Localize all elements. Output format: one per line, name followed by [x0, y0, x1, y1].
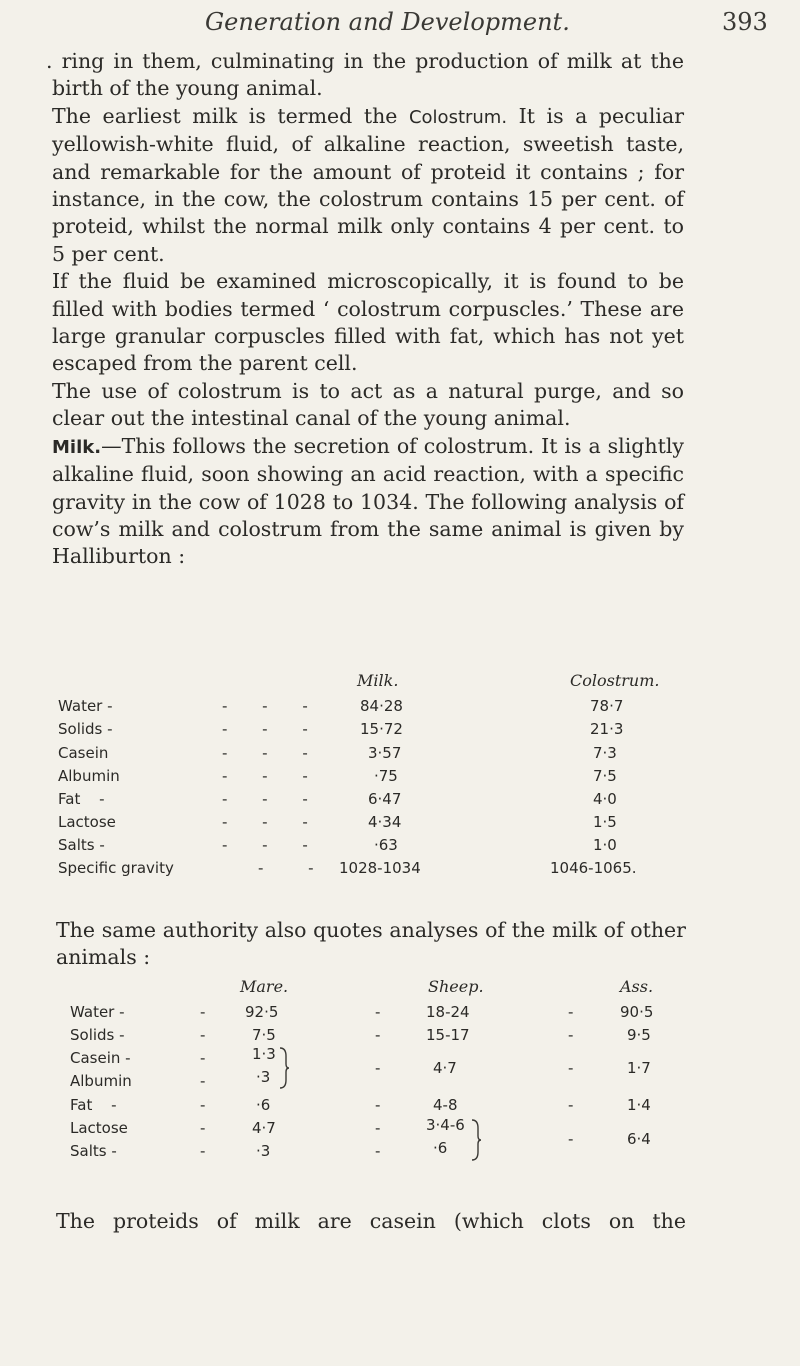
table2-cell-mare: 1·3 [252, 1045, 276, 1063]
paragraph-microscopy: If the fluid be examined microscopically, it is found to be filled with bodies termed ‘ colostrum corpuscles.’ These are large granular corpuscles filled with fat, which has not yet escaped from the parent cell. [52, 269, 684, 376]
table2-dash: - [200, 1049, 206, 1067]
table1-row-label: Fat - [58, 790, 105, 808]
table1-row-dashes: - - - [222, 836, 308, 854]
table2-dash: - [375, 1142, 381, 1160]
table2-dash: - [200, 1142, 206, 1160]
table2-row-label: Water - [70, 1003, 125, 1021]
table2-header-mare: Mare. [240, 977, 289, 996]
table2-dash: - [200, 1119, 206, 1137]
table2-dash: - [375, 1003, 381, 1021]
table2-dash: - [568, 1059, 574, 1077]
table2-cell-ass-merged: 6·4 [627, 1130, 651, 1148]
table2-cell-sheep-merged: 4·7 [433, 1059, 457, 1077]
table1-header-colostrum: Colostrum. [570, 671, 660, 690]
paragraph-colostrum-post: It is a peculiar yellowish-white fluid, of alkaline reaction, sweetish taste, and remarkable for the amount of proteid it contains ; for instance, in the cow, the colostrum contains 15 per cent. of proteid, whilst the normal milk only contains 4 per cent. to 5 per cent. [52, 103, 684, 266]
table1-cell-colostrum: 1·0 [593, 836, 617, 854]
table2-cell-sheep: 18-24 [426, 1003, 470, 1021]
table1-row-label: Water - [58, 697, 113, 715]
table1-cell-milk: ·63 [374, 836, 398, 854]
paragraph-other-animals: The same authority also quotes analyses of the milk of other animals : [56, 918, 686, 970]
table2-cell-ass-merged: 1·7 [627, 1059, 651, 1077]
paragraph-intro: . ring in them, culminating in the production of milk at the birth of the young animal. [46, 49, 684, 101]
table2-dash: - [568, 1026, 574, 1044]
table1-row-dashes: - - - [222, 790, 308, 808]
table2-dash: - [200, 1026, 206, 1044]
table2-cell-sheep: 4-8 [433, 1096, 458, 1114]
table2-cell-sheep: 3·4-6 [426, 1116, 465, 1134]
table2-dash: - [200, 1072, 206, 1090]
table2-dash: - [375, 1096, 381, 1114]
table1-cell-colostrum: 4·0 [593, 790, 617, 808]
brace-icon [278, 1046, 290, 1090]
table1-cell-colostrum: 7·5 [593, 767, 617, 785]
table1-cell-milk: 15·72 [360, 720, 403, 738]
table1-cell-milk: 1028-1034 [339, 859, 421, 877]
table2-dash: - [200, 1096, 206, 1114]
table1-cell-milk: 4·34 [368, 813, 402, 831]
table2-dash: - [375, 1059, 381, 1077]
table2-cell-mare: ·3 [256, 1068, 271, 1086]
table1-cell-colostrum: 78·7 [590, 697, 624, 715]
table1-cell-colostrum: 7·3 [593, 744, 617, 762]
table1-row-dashes: - - - [222, 697, 308, 715]
table2-row-label: Albumin [70, 1072, 132, 1090]
table1-row-label: Specific gravity [58, 859, 174, 877]
table2-dash: - [375, 1119, 381, 1137]
table1-row-dashes: - - [258, 859, 314, 877]
table2-dash: - [568, 1096, 574, 1114]
table1-cell-milk: 6·47 [368, 790, 402, 808]
term-colostrum: Colostrum. [408, 106, 508, 128]
paragraph-milk-post: —This follows the secretion of colostrum. It is a slightly alkaline fluid, soon showing an acid reaction, with a specific gravity in the cow of 1028 to 1034. The following analysis of cow’s milk and colostrum from the same animal is given by Halliburton : [52, 433, 684, 569]
term-milk: Milk. [52, 436, 102, 458]
paragraph-proteids: The proteids of milk are casein (which clots on the [56, 1209, 686, 1233]
table2-cell-mare: 7·5 [252, 1026, 276, 1044]
table2-row-label: Casein - [70, 1049, 131, 1067]
table2-row-label: Salts - [70, 1142, 117, 1160]
table2-cell-sheep: ·6 [433, 1139, 448, 1157]
table2-row-label: Solids - [70, 1026, 125, 1044]
table2-row-label: Lactose [70, 1119, 128, 1137]
table1-row-label: Solids - [58, 720, 113, 738]
table2-dash: - [200, 1003, 206, 1021]
table2-cell-mare: ·3 [256, 1142, 271, 1160]
table1-row-label: Albumin [58, 767, 120, 785]
running-head: Generation and Development. [205, 8, 570, 36]
page-number: 393 [722, 8, 768, 36]
table2-cell-sheep: 15-17 [426, 1026, 470, 1044]
table2-cell-mare: 4·7 [252, 1119, 276, 1137]
table2-dash: - [375, 1026, 381, 1044]
table2-header-ass: Ass. [620, 977, 654, 996]
paragraph-colostrum-pre: The earliest milk is termed the [52, 103, 409, 128]
table1-cell-colostrum: 21·3 [590, 720, 624, 738]
table1-cell-milk: ·75 [374, 767, 398, 785]
table2-cell-ass: 9·5 [627, 1026, 651, 1044]
table2-dash: - [568, 1130, 574, 1148]
table2-cell-ass: 90·5 [620, 1003, 654, 1021]
paragraph-purge: The use of colostrum is to act as a natural purge, and so clear out the intestinal canal of the young animal. [52, 378, 684, 431]
table1-row-dashes: - - - [222, 767, 308, 785]
table1-header-milk: Milk. [357, 671, 399, 690]
table1-cell-milk: 3·57 [368, 744, 402, 762]
table1-cell-milk: 84·28 [360, 697, 403, 715]
table2-dash: - [568, 1003, 574, 1021]
table2-cell-mare: 92·5 [245, 1003, 279, 1021]
table1-row-label: Salts - [58, 836, 105, 854]
table1-row-dashes: - - - [222, 720, 308, 738]
table1-row-label: Casein [58, 744, 109, 762]
table2-row-label: Fat - [70, 1096, 117, 1114]
table1-row-label: Lactose [58, 813, 116, 831]
table1-cell-colostrum: 1·5 [593, 813, 617, 831]
table1-cell-colostrum: 1046-1065. [550, 859, 637, 877]
table1-row-dashes: - - - [222, 813, 308, 831]
table2-cell-mare: ·6 [256, 1096, 271, 1114]
brace-icon [470, 1118, 482, 1162]
table2-cell-ass: 1·4 [627, 1096, 651, 1114]
table2-header-sheep: Sheep. [428, 977, 484, 996]
table1-row-dashes: - - - [222, 744, 308, 762]
